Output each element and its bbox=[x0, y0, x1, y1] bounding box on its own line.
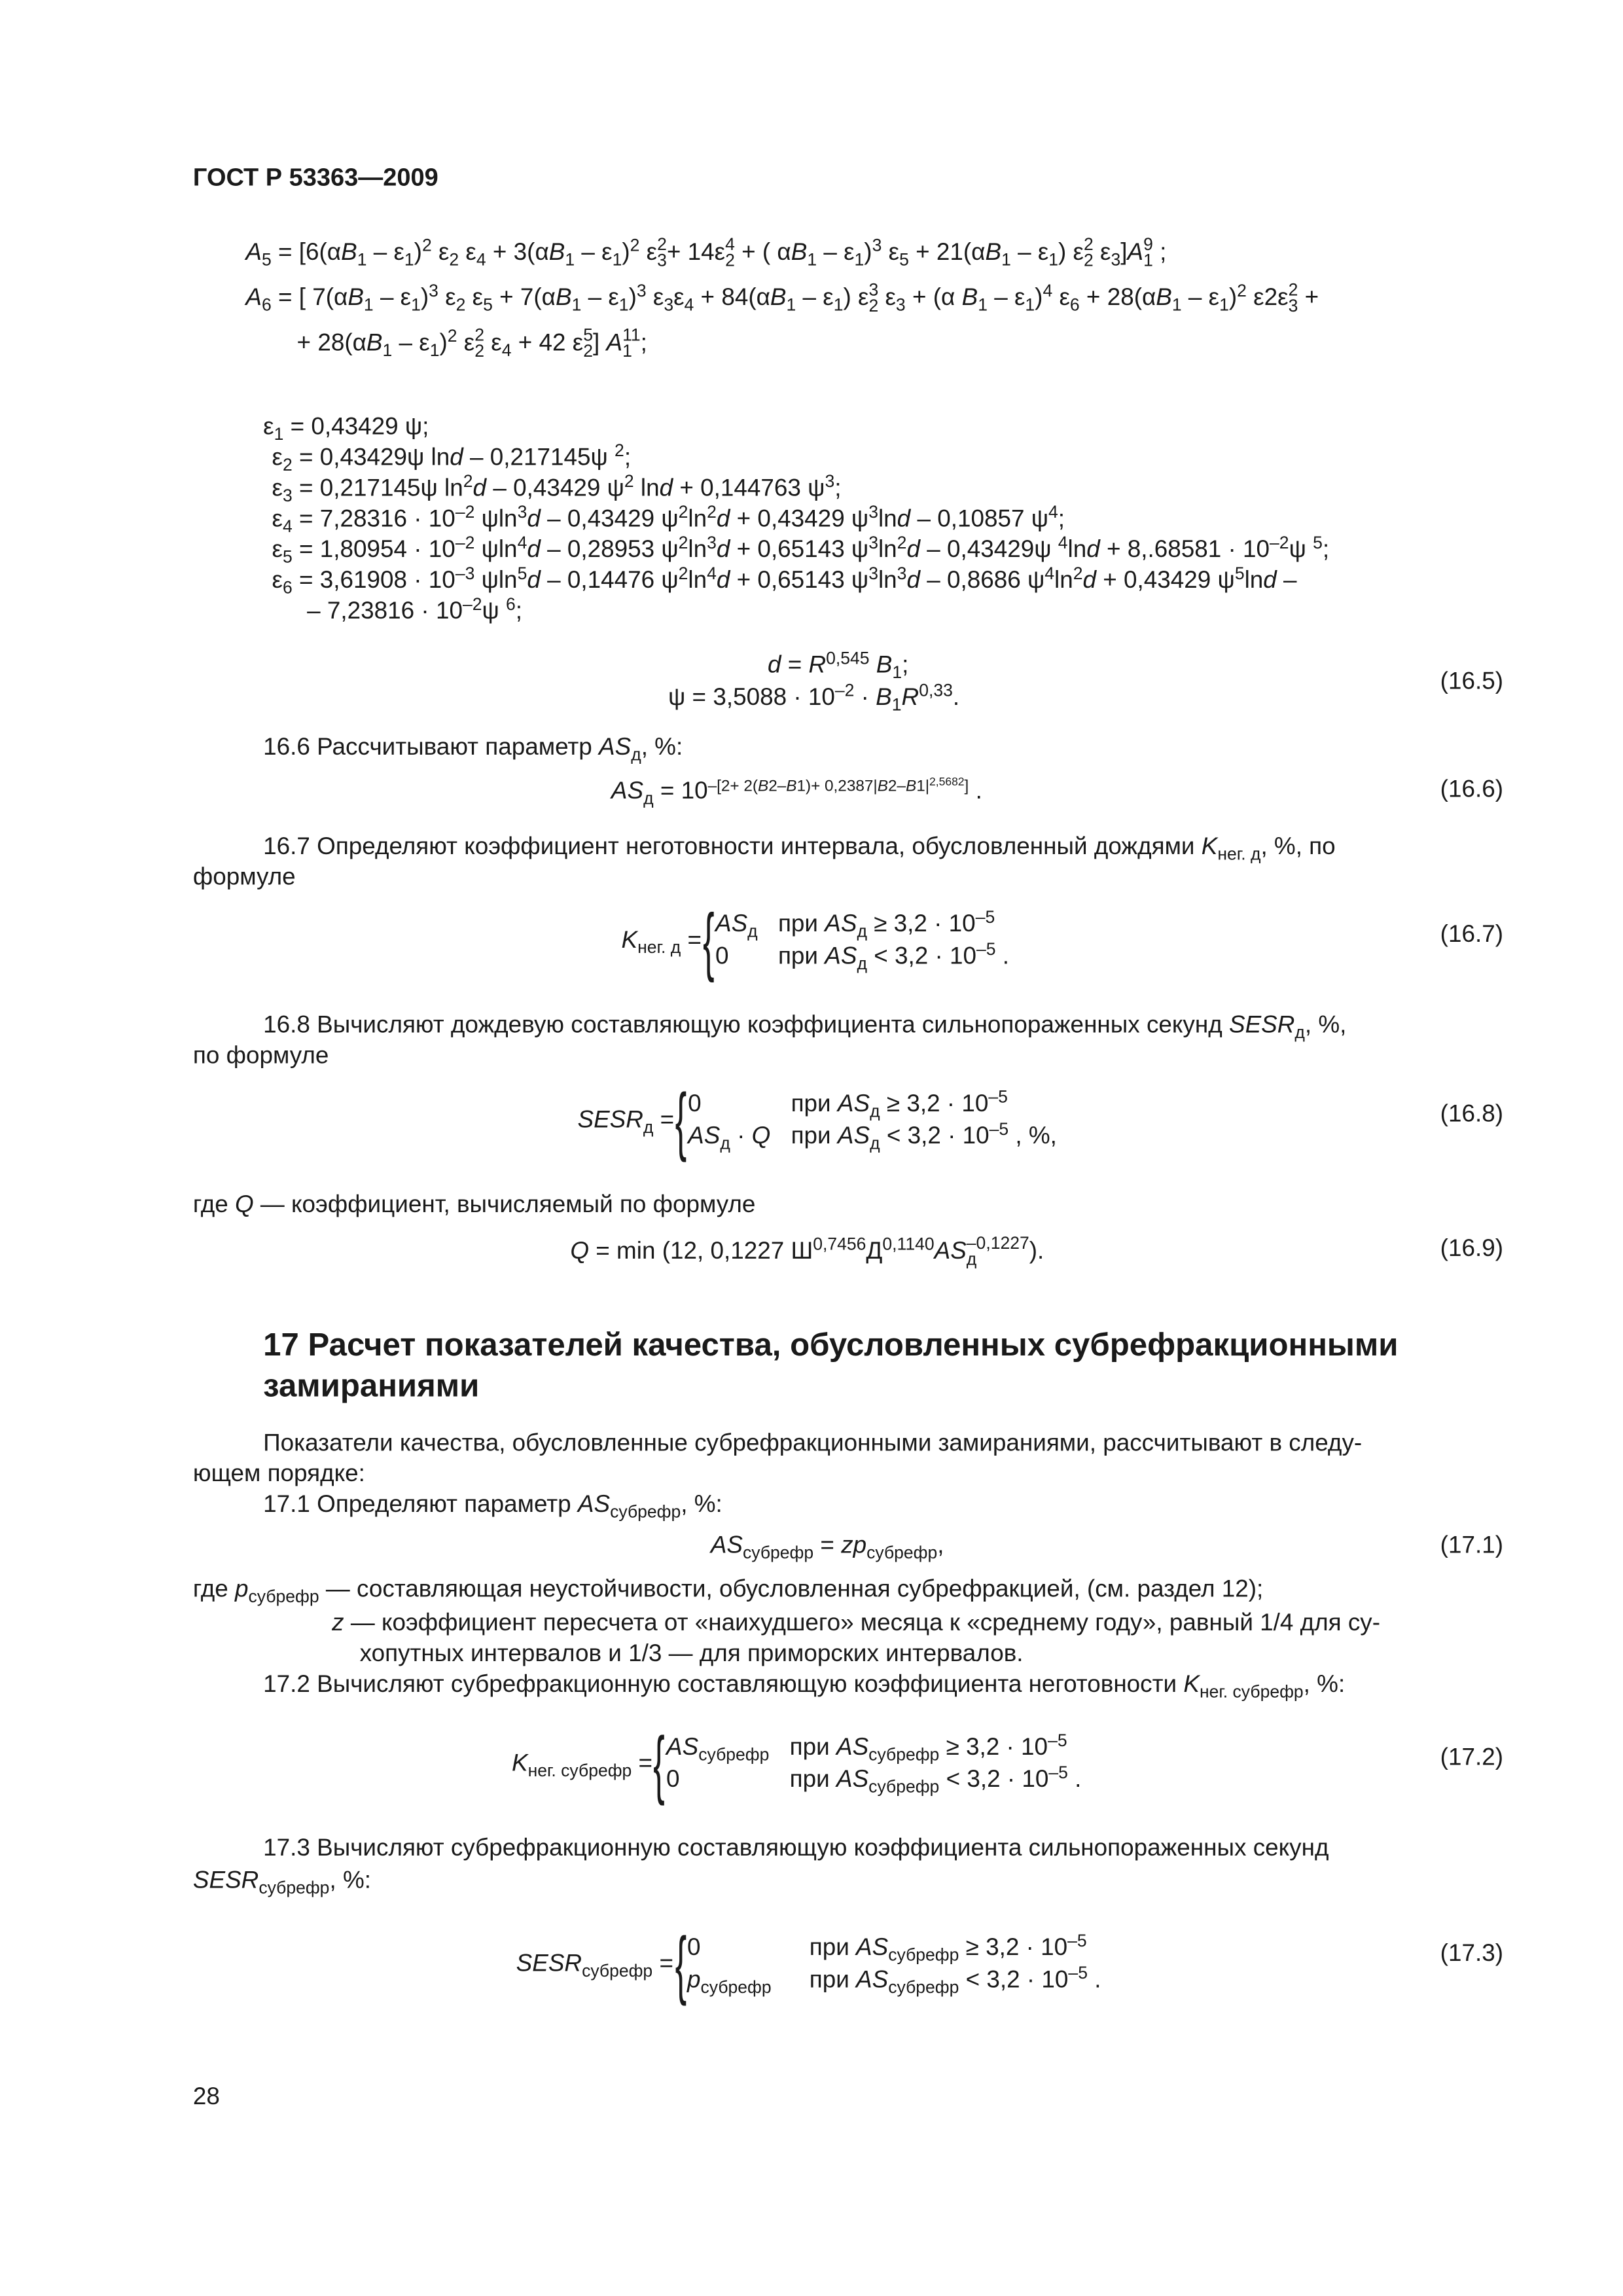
paragraph-16-6: 16.6 Рассчитывают параметр $AS_д$, %: bbox=[263, 734, 683, 765]
formula-eps4: $\varepsilon_4 = 7,28316 \cdot 10^{-2}$ ψln$^3$d – 0,43429 $\psi^2\ln^2d + 0,43429$ $\psi^3\ln d - 0,10857$ $\psi^4$; bbox=[272, 501, 1065, 537]
equation-number: (16.5) bbox=[1440, 668, 1504, 695]
formula-eps6-line1: $\varepsilon_6 = 3,61908 \cdot 10^{-3}$ ψln$^5$d – 0,14476 $\psi^2\ln^4d + 0,65143$ $\psi^3\ln^3d - 0,8686$ $\psi^4\ln^2d + 0,43429$ $\psi^5\ln d$ – bbox=[272, 563, 1297, 598]
formula-eps5: $\varepsilon_5 = 1,80954 \cdot 10^{-2}$ ψln$^4$d – 0,28953 $\psi^2\ln^3d + 0,65143$ $\psi^3\ln^2d - 0,43429\psi$ $^4\ln d + 8,.68581 \cdot 10^{-2}\psi$ $^5$; bbox=[272, 532, 1330, 567]
equation-number: (16.7) bbox=[1440, 921, 1504, 948]
paragraph-17-1: 17.1 Определяют параметр $AS_{субрефр}$, %: bbox=[263, 1491, 722, 1522]
formula-sesr-subrefr: $SESR_{субрефр}$ ={ 0 при $AS_{субрефр} \ge 3,2 \cdot 10^{-5}$ $p_{субрефр}$ при $AS_{субрефр} < 3,2 \cdot 10^{-5}$ . bbox=[516, 1922, 1101, 2008]
section-17-intro-line2: ющем порядке: bbox=[192, 1460, 365, 1488]
equation-number: (16.6) bbox=[1440, 776, 1504, 803]
paragraph-16-7-line2: формуле bbox=[192, 864, 296, 891]
formula-psi: $\psi = 3,5088 \cdot 10^{-2} \cdot B_1R^{0,33}$. bbox=[668, 680, 960, 715]
formula-a6-line1: $A_6$ = [ $7(\alpha B_1 - \varepsilon_1)^3$ $\varepsilon_2$ $\varepsilon_5 + 7(\alpha B_1 - \varepsilon_1)^3$ $\varepsilon_3\varepsilon_4 + 84(\alpha B_1 - \varepsilon_1)$ ε 3 2 $\varepsilon_3 + (\alpha$ $B_1 - \varepsilon_1)^4$ $\varepsilon_6 + 28(\alpha B_1 - \varepsilon_1)^2$ ε2ε 2 3 + bbox=[245, 279, 1319, 317]
section-17-heading-line1: 17 Расчет показателей качества, обусловленных субрефракционными bbox=[263, 1326, 1399, 1363]
where-q: где Q — коэффициент, вычисляемый по формуле bbox=[192, 1191, 756, 1219]
page-number: 28 bbox=[192, 2083, 220, 2110]
formula-a5: $A_5 = [6(\alpha B_1 - \varepsilon_1)^2$ $\varepsilon_2$ $\varepsilon_4 + 3(\alpha B_1 - \varepsilon_1)^2$ ε 2 3 + 14ε 4 2 + ( $\alpha B_1 - \varepsilon_1)^3$ $\varepsilon_5 + 21(\alpha B_1 - \varepsilon_1)$ ε 2 2 $\varepsilon_3]A$ 9 1 ; bbox=[245, 234, 1167, 271]
where-z-line1: z — коэффициент пересчета от «наихудшего» месяца к «среднему году», равный 1/4 для су- bbox=[332, 1609, 1381, 1637]
formula-sesr-d: $SESR_д$ ={ 0 при $AS_д \ge 3,2 \cdot 10^{-5}$ $AS_д \cdot Q$ при $AS_д < 3,2 \cdot 10^{-5}$ , %, bbox=[577, 1079, 1057, 1164]
paragraph-17-3-line2: $SESR_{субрефр}$, %: bbox=[192, 1867, 371, 1898]
where-p-subrefr: где $p_{субрефр}$ — составляющая неустойчивости, обусловленная субрефракцией, (см. раздел 12); bbox=[192, 1576, 1264, 1607]
paragraph-16-8-line1: 16.8 Вычисляют дождевую составляющую коэффициента сильнопораженных секунд $SESR_д$, %, bbox=[263, 1012, 1347, 1043]
formula-q: Q = min (12, 0,1227 $Ш^{0,7456}Д^{0,1140}AS$ –0,1227 д ). bbox=[570, 1232, 1044, 1270]
equation-number: (16.9) bbox=[1440, 1235, 1504, 1263]
formula-as-subrefr: $AS_{субрефр} = zp_{субрефр}$, bbox=[710, 1532, 944, 1563]
page-header-title: ГОСТ Р 53363—2009 bbox=[192, 164, 438, 192]
paragraph-16-7-line1: 16.7 Определяют коэффициент неготовности интервала, обусловленный дождями $K_{нег. д}$, %, по bbox=[263, 833, 1336, 864]
equation-number: (16.8) bbox=[1440, 1101, 1504, 1128]
formula-eps6-line2: – $7,23816 \cdot 10^{-2}\psi$ $^6$; bbox=[307, 594, 523, 625]
formula-eps1: $\varepsilon_1 = 0,43429$ ψ; bbox=[263, 414, 429, 444]
equation-number: (17.1) bbox=[1440, 1532, 1504, 1559]
formula-eps2: $\varepsilon_2 = 0,43429\psi$ lnd – 0,217145ψ $^2$; bbox=[272, 440, 632, 475]
section-17-intro-line1: Показатели качества, обусловленные субрефракционными замираниями, рассчитывают в следу- bbox=[263, 1430, 1363, 1457]
formula-a6-line2: + $28(\alpha B_1 - \varepsilon_1)^2$ ε 2 2 $\varepsilon_4 + 42$ ε 5 2 ] A 11 1 ; bbox=[296, 324, 647, 362]
formula-eps3: $\varepsilon_3 = 0,217145\psi$ $\ln^2d - 0,43429$ $\psi^2$ lnd + 0,144763 $\psi^3$; bbox=[272, 471, 842, 506]
paragraph-16-8-line2: по формуле bbox=[192, 1042, 329, 1069]
formula-k-neg-subrefr: $K_{нег. субрефр}$ ={ $AS_{субрефр}$ при $AS_{субрефр} \ge 3,2 \cdot 10^{-5}$ 0 при $AS_{субрефр} < 3,2 \cdot 10^{-5}$ . bbox=[511, 1722, 1082, 1808]
formula-d: d = R$^{0,545}$ $B_1$; bbox=[767, 647, 909, 683]
equation-number: (17.2) bbox=[1440, 1744, 1504, 1771]
paragraph-17-3-line1: 17.3 Вычисляют субрефракционную составляющую коэффициента сильнопораженных секунд bbox=[263, 1835, 1329, 1862]
where-z-line2: хопутных интервалов и 1/3 — для приморских интервалов. bbox=[359, 1640, 1024, 1667]
paragraph-17-2: 17.2 Вычисляют субрефракционную составляющую коэффициента неготовности $K_{нег. субрефр}$, %: bbox=[263, 1671, 1346, 1702]
formula-asd: $AS_д = 10^{-[2+ 2(B2-B1)+ 0,2387|B2-B1|^{2,5682}]}$ . bbox=[611, 774, 982, 809]
section-17-heading-line2: замираниями bbox=[263, 1367, 480, 1404]
equation-number: (17.3) bbox=[1440, 1940, 1504, 1967]
formula-k-neg-d: $K_{нег. д}$ ={ $AS_д$ при $AS_д \ge 3,2 \cdot 10^{-5}$ 0 при $AS_д < 3,2 \cdot 10^{-5}$ . bbox=[621, 899, 1010, 984]
